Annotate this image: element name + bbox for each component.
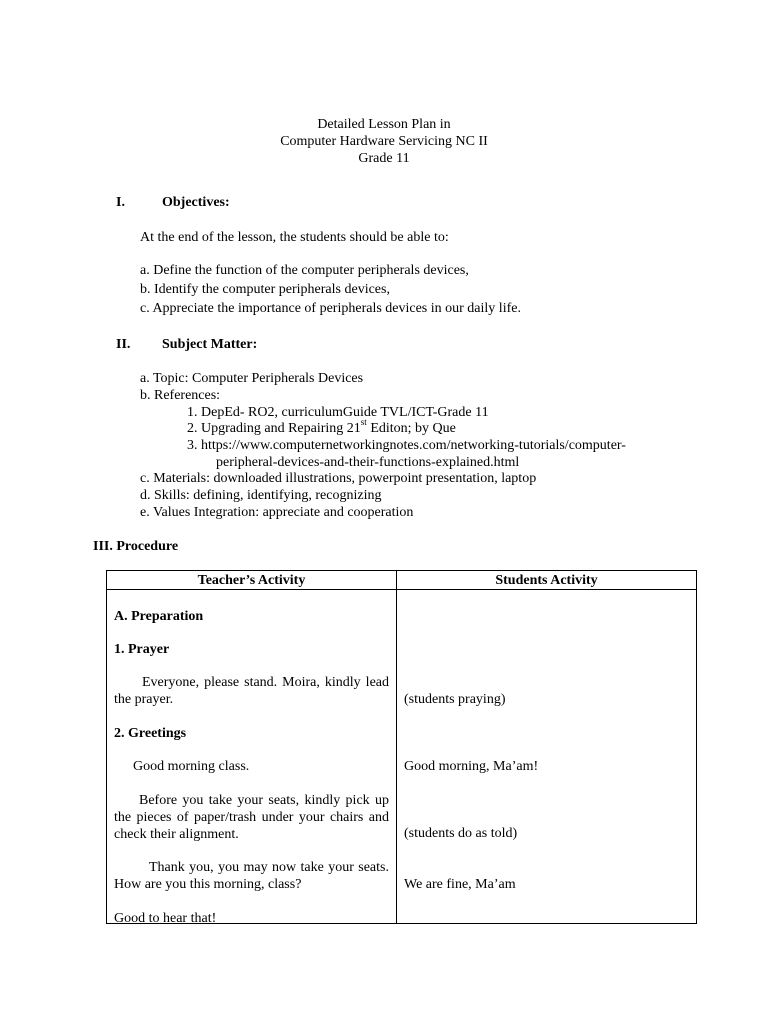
table-header-row <box>107 571 697 590</box>
preparation-heading: A. Preparation <box>114 609 204 624</box>
reference-item-url-line-2: peripheral-devices-and-their-functions-explained.html <box>216 455 520 470</box>
objective-item: b. Identify the computer peripherals devices, <box>140 282 390 297</box>
section-2-title: Subject Matter: <box>162 337 258 352</box>
students-activity-cell <box>397 590 697 924</box>
reference-item-url-line-1: 3. https://www.computernetworkingnotes.com/networking-tutorials/computer- <box>187 438 626 453</box>
topic-line: a. Topic: Computer Peripherals Devices <box>140 371 364 386</box>
section-1-numeral: I. <box>116 195 125 210</box>
greeting-text: Good to hear that! <box>114 911 217 926</box>
title-line-2: Computer Hardware Servicing NC II <box>280 134 488 149</box>
objective-item: c. Appreciate the importance of peripherals devices in our daily life. <box>140 301 521 316</box>
values-line: e. Values Integration: appreciate and cooperation <box>140 505 414 520</box>
column-header-teacher: Teacher’s Activity <box>107 571 397 590</box>
greeting-text: Good morning class. <box>133 759 250 774</box>
references-label: b. References: <box>140 388 221 403</box>
student-response: (students praying) <box>404 692 506 707</box>
procedure-table <box>106 570 697 924</box>
reference-item: 1. DepEd- RO2, curriculumGuide TVL/ICT-Grade 11 <box>187 405 489 420</box>
skills-line: d. Skills: defining, identifying, recognizing <box>140 488 382 503</box>
column-header-students: Students Activity <box>397 571 697 590</box>
title-line-1: Detailed Lesson Plan in <box>317 117 451 132</box>
prayer-heading: 1. Prayer <box>114 642 170 657</box>
student-response: We are fine, Ma’am <box>404 877 516 892</box>
greetings-heading: 2. Greetings <box>114 726 187 741</box>
greeting-text: Before you take your seats, kindly pick up the pieces of paper/trash under your chairs and check their alignment. <box>114 793 389 842</box>
greeting-text: Thank you, you may now take your seats. How are you this morning, class? <box>114 860 389 892</box>
objective-item: a. Define the function of the computer peripherals devices, <box>140 263 469 278</box>
teacher-activity-cell <box>107 590 397 924</box>
section-3-title: III. Procedure <box>93 539 179 554</box>
objectives-intro: At the end of the lesson, the students should be able to: <box>140 230 449 245</box>
materials-line: c. Materials: downloaded illustrations, powerpoint presentation, laptop <box>140 471 537 486</box>
section-1-title: Objectives: <box>162 195 230 210</box>
student-response: (students do as told) <box>404 826 518 841</box>
title-line-3: Grade 11 <box>358 151 410 166</box>
prayer-text: Everyone, please stand. Moira, kindly lead the prayer. <box>114 675 389 707</box>
table-row <box>107 590 697 924</box>
section-2-numeral: II. <box>116 337 131 352</box>
student-response: Good morning, Ma’am! <box>404 759 539 774</box>
reference-item: 2. Upgrading and Repairing 21st Editon; by Que <box>187 417 456 436</box>
